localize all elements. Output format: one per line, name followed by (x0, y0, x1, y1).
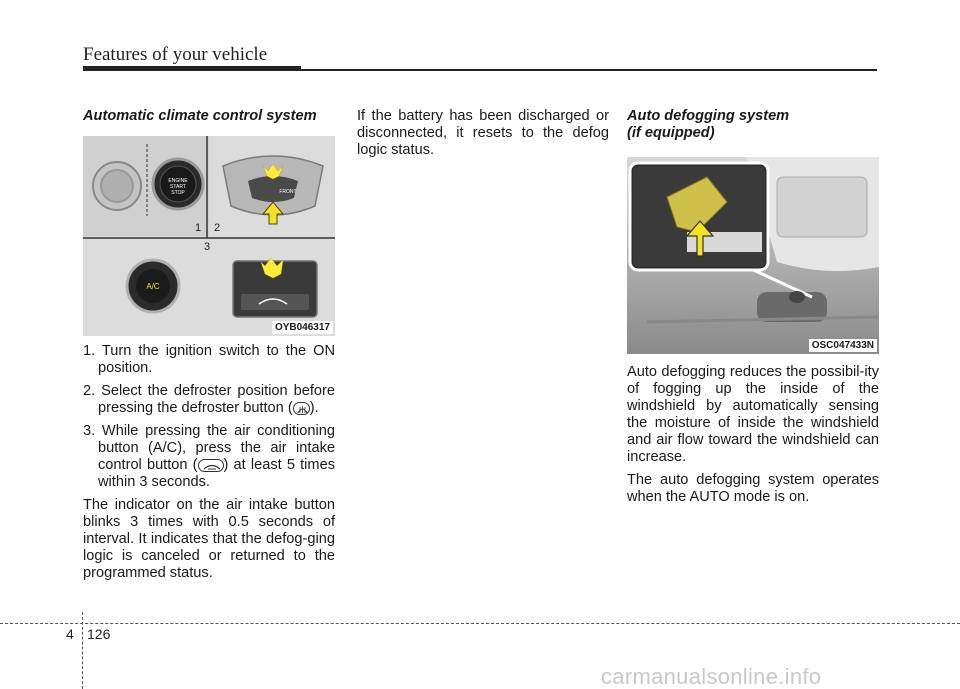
section-heading-if-equipped: (if equipped) (627, 125, 715, 141)
step-1: 1. Turn the ignition switch to the ON position. (83, 343, 335, 376)
step-2-post: ). (309, 400, 319, 416)
step-3-post: ) at least 5 times within 3 seconds. (98, 457, 335, 490)
column-left (83, 108, 335, 125)
step-2 (83, 383, 335, 417)
figure-label-1: 1 (194, 222, 202, 234)
page-number: 126 (87, 626, 111, 642)
climate-controls-illustration (83, 136, 335, 336)
header-rule-thin (301, 69, 877, 71)
step-3 (83, 423, 335, 491)
stop-label: STOP (171, 190, 185, 196)
defroster-icon (293, 402, 310, 415)
header-rule-thick (83, 66, 301, 71)
steps-list (83, 343, 335, 491)
section-heading-climate: Automatic climate control system (83, 108, 317, 124)
auto-defog-sensor-illustration (627, 157, 879, 354)
ac-label: A/C (146, 282, 160, 291)
chapter-number: 4 (66, 626, 74, 642)
column-right-body (627, 364, 879, 506)
step-2-pre: 2. Select the defroster position before pressing the defroster button ( (83, 383, 335, 416)
battery-paragraph: If the battery has been discharged or disconnected, it resets to the defog logic status. (357, 108, 609, 158)
figure-label-3: 3 (203, 241, 211, 253)
column-middle (357, 108, 609, 159)
front-label: FRONT (279, 189, 297, 195)
section-heading-auto-defog: Auto defogging system (627, 108, 790, 124)
figure-code-climate: OYB046317 (272, 321, 333, 334)
air-intake-icon (198, 459, 224, 472)
figure-auto-defog-sensor (627, 157, 879, 354)
figure-label-2: 2 (213, 222, 221, 234)
engine-label: ENGINE (168, 178, 188, 184)
column-right (627, 108, 879, 142)
watermark-text: carmanualsonline.info (601, 664, 822, 689)
figure-climate-controls (83, 136, 335, 336)
step-3-pre: 3. While pressing the air conditioning button (A/C), press the air intake control button ( (83, 423, 335, 473)
page-header-title: Features of your vehicle (83, 44, 268, 65)
indicator-paragraph: The indicator on the air intake button blinks 3 times with 0.5 seconds of interval. It indicates that the defog-ging logic is canceled or returned to the programmed status. (83, 497, 335, 581)
column-left-body (83, 343, 335, 582)
auto-defog-paragraph-1: Auto defogging reduces the possibil-ity of fogging up the inside of the windshield by automatically sensing the moisture of inside the windshield and air flow toward the windshield can increase. (627, 364, 879, 465)
footer-rule (0, 623, 960, 624)
footer-divider (82, 612, 83, 689)
start-label: START (170, 184, 186, 190)
figure-code-auto-defog: OSC047433N (809, 339, 877, 352)
auto-defog-paragraph-2: The auto defogging system operates when the AUTO mode is on. (627, 472, 879, 505)
